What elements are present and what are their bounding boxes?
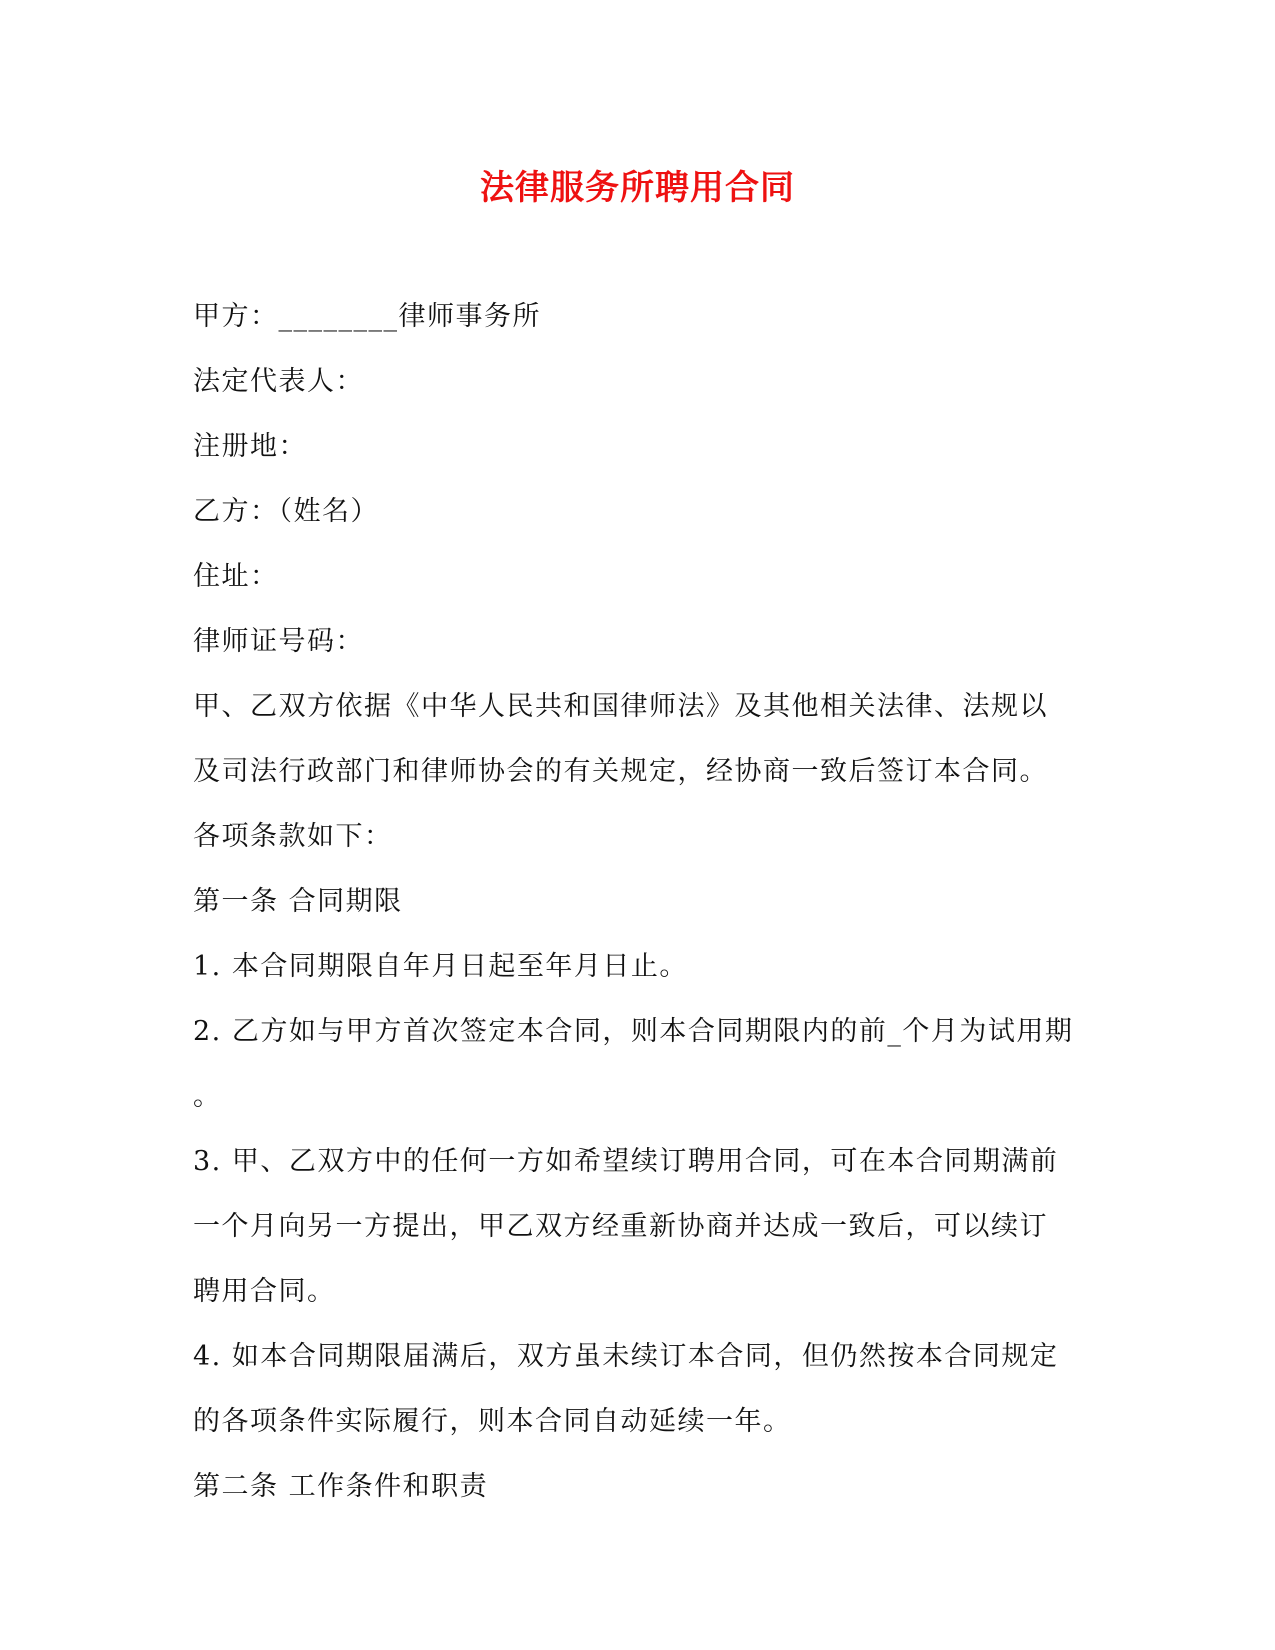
clause-1-4-line-1: 4. 如本合同期限届满后，双方虽未续订本合同，但仍然按本合同规定 [193,1341,1059,1372]
clause-1-4-line-2: 的各项条件实际履行，则本合同自动延续一年。 [193,1406,792,1437]
clause-1-2: 2. 乙方如与甲方首次签定本合同，则本合同期限内的前_个月为试用期 [193,1016,1074,1047]
party-a-line: 甲方：________律师事务所 [193,301,541,332]
lawyer-license-line: 律师证号码： [193,626,364,657]
preamble-line-1: 甲、乙双方依据《中华人民共和国律师法》及其他相关法律、法规以 [193,691,1048,722]
party-b-line: 乙方：（姓名） [193,496,379,527]
document-title: 法律服务所聘用合同 [480,168,795,208]
clause-1-1: 1. 本合同期限自年月日起至年月日止。 [193,951,688,982]
clause-1-3-line-2: 一个月向另一方提出，甲乙双方经重新协商并达成一致后，可以续订 [193,1211,1048,1242]
document-body [193,284,1093,1519]
residence-line: 住址： [193,561,279,592]
preamble-line-3: 各项条款如下： [193,821,393,852]
clause-1-3-line-3: 聘用合同。 [193,1276,336,1307]
article-1-heading: 第一条 合同期限 [193,886,403,917]
clause-1-2-end: 。 [193,1081,222,1112]
clause-1-3-line-1: 3. 甲、乙双方中的任何一方如希望续订聘用合同，可在本合同期满前 [193,1146,1059,1177]
preamble-line-2: 及司法行政部门和律师协会的有关规定，经协商一致后签订本合同。 [193,756,1048,787]
registered-address-line: 注册地： [193,431,307,462]
legal-representative-line: 法定代表人： [193,366,364,397]
article-2-heading: 第二条 工作条件和职责 [193,1471,489,1502]
